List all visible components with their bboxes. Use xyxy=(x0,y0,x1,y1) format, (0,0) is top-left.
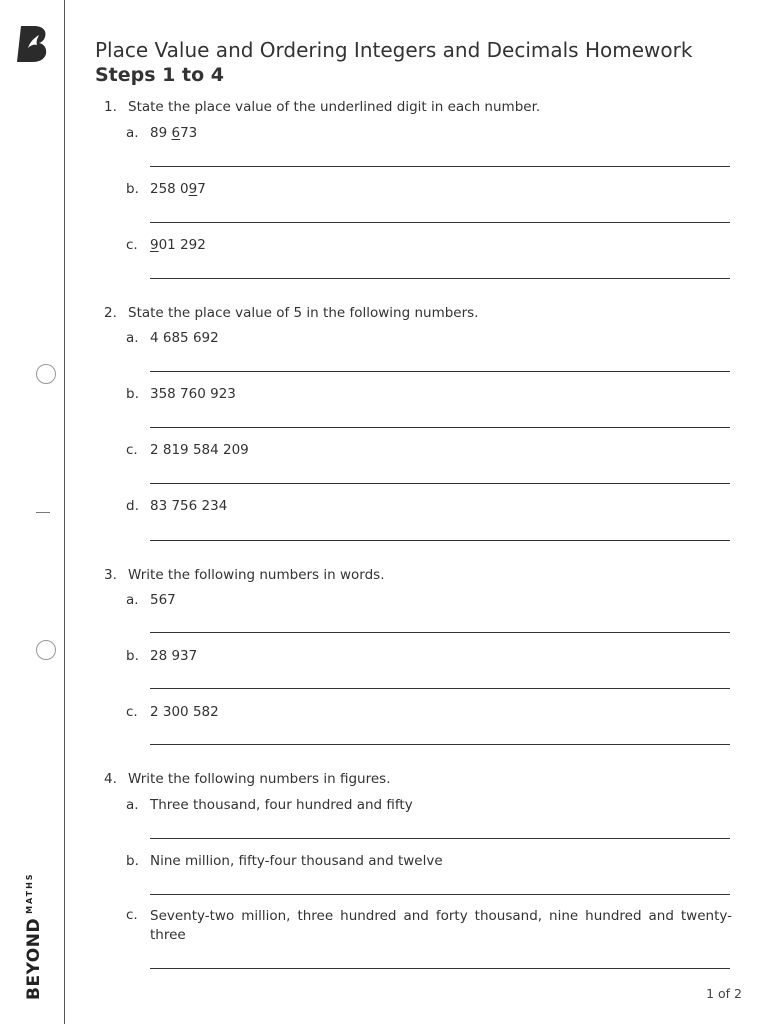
question-2a xyxy=(126,330,219,346)
number-text: 89 xyxy=(150,125,172,141)
number-text: 01 292 xyxy=(158,237,206,253)
answer-line[interactable] xyxy=(150,427,730,428)
number-text: 4 685 692 xyxy=(150,330,219,346)
answer-line[interactable] xyxy=(150,371,730,372)
page-title: Place Value and Ordering Integers and Decimals Homework xyxy=(95,38,693,62)
part-letter: c. xyxy=(126,237,138,253)
answer-line[interactable] xyxy=(150,166,730,167)
answer-line[interactable] xyxy=(150,278,730,279)
question-1b xyxy=(126,181,206,197)
part-letter: c. xyxy=(126,704,138,720)
number-text: 28 937 xyxy=(150,648,198,664)
question-2c xyxy=(126,442,249,458)
part-letter: a. xyxy=(126,330,139,346)
question-4a xyxy=(126,797,413,813)
answer-line[interactable] xyxy=(150,744,730,745)
words-text: Three thousand, four hundred and fifty xyxy=(150,797,413,813)
answer-line[interactable] xyxy=(150,968,730,969)
part-letter: d. xyxy=(126,498,139,514)
number-text: 358 760 923 xyxy=(150,386,236,402)
words-text: Nine million, fifty-four thousand and twelve xyxy=(150,853,443,869)
answer-line[interactable] xyxy=(150,688,730,689)
question-2 xyxy=(104,305,478,321)
question-4b xyxy=(126,853,443,869)
question-1a xyxy=(126,125,197,141)
part-letter: c. xyxy=(126,907,138,923)
question-2b xyxy=(126,386,236,402)
answer-line[interactable] xyxy=(150,632,730,633)
question-number: 1. xyxy=(104,99,117,115)
part-letter: b. xyxy=(126,853,139,869)
question-4 xyxy=(104,771,391,787)
part-letter: b. xyxy=(126,648,139,664)
question-1 xyxy=(104,99,540,115)
margin-rule xyxy=(64,0,65,1024)
answer-line[interactable] xyxy=(150,540,730,541)
beyond-logo-icon xyxy=(16,24,50,64)
part-letter: c. xyxy=(126,442,138,458)
punch-hole xyxy=(36,364,56,384)
question-text: State the place value of 5 in the following numbers. xyxy=(128,305,479,321)
underlined-digit: 6 xyxy=(171,125,181,141)
number-text: 258 0 xyxy=(150,181,189,197)
part-letter: a. xyxy=(126,797,139,813)
answer-line[interactable] xyxy=(150,838,730,839)
question-3 xyxy=(104,567,384,583)
brand-main: BEYOND xyxy=(24,917,44,1000)
question-text: State the place value of the underlined digit in each number. xyxy=(128,99,541,115)
question-3a xyxy=(126,592,176,608)
page-subtitle: Steps 1 to 4 xyxy=(95,64,224,86)
answer-line[interactable] xyxy=(150,894,730,895)
fold-mark xyxy=(36,512,50,513)
page-number: 1 of 2 xyxy=(706,986,742,1001)
brand-sub: MATHS xyxy=(25,872,34,914)
answer-line[interactable] xyxy=(150,483,730,484)
words-text: Seventy-two million, three hundred and forty thousand, nine hundred and twenty-three xyxy=(150,908,732,943)
punch-hole xyxy=(36,640,56,660)
question-1c xyxy=(126,237,206,253)
underlined-digit: 9 xyxy=(188,181,198,197)
question-number: 3. xyxy=(104,567,117,583)
question-text: Write the following numbers in words. xyxy=(128,567,385,583)
brand-wordmark xyxy=(24,872,44,1000)
number-text: 2 300 582 xyxy=(150,704,219,720)
part-letter: a. xyxy=(126,592,139,608)
answer-line[interactable] xyxy=(150,222,730,223)
question-number: 4. xyxy=(104,771,117,787)
number-text: 73 xyxy=(180,125,198,141)
number-text: 83 756 234 xyxy=(150,498,228,514)
number-text: 7 xyxy=(197,181,206,197)
question-number: 2. xyxy=(104,305,117,321)
question-text: Write the following numbers in figures. xyxy=(128,771,391,787)
question-2d xyxy=(126,498,227,514)
underlined-digit: 9 xyxy=(150,237,159,253)
question-3b xyxy=(126,648,197,664)
number-text: 2 819 584 209 xyxy=(150,442,249,458)
number-text: 567 xyxy=(150,592,176,608)
part-letter: b. xyxy=(126,181,139,197)
question-4c xyxy=(126,907,732,945)
question-3c xyxy=(126,704,219,720)
part-letter: a. xyxy=(126,125,139,141)
part-letter: b. xyxy=(126,386,139,402)
